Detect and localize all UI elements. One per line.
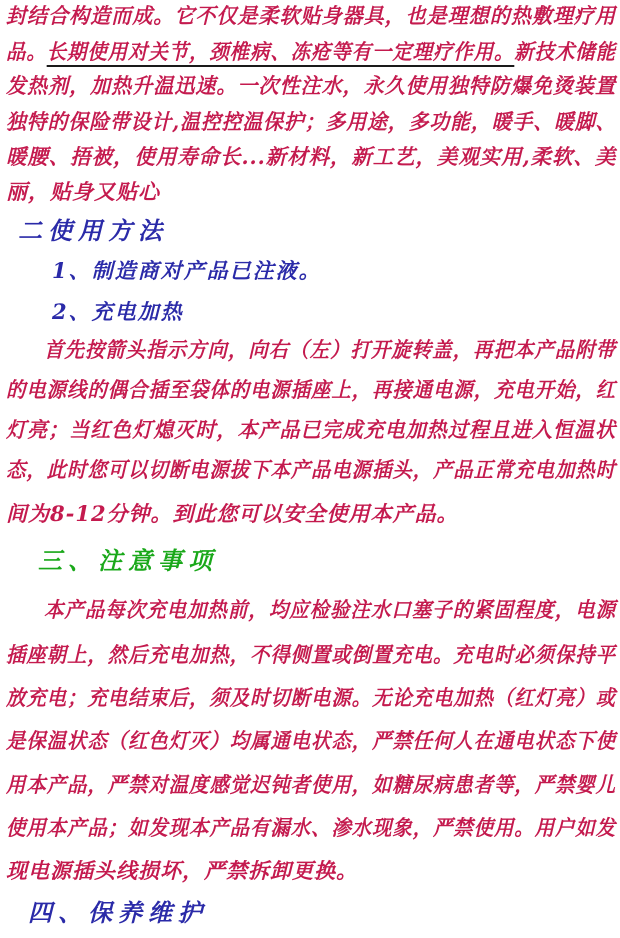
section-3-para-line-4: 是保温状态（红色灯灭）均属通电状态，严禁任何人在通电状态下使 xyxy=(6,728,616,753)
intro-line-2 xyxy=(6,38,616,66)
section-3-heading: 三、注意事项 xyxy=(38,546,218,575)
section-2-para-line-5: 间为8-12分钟。到此您可以安全使用本产品。 xyxy=(6,501,459,526)
intro-line-2-post: 新技术储能 xyxy=(514,39,616,64)
section-2-para-line-3: 灯亮；当红色灯熄灭时，本产品已完成充电加热过程且进入恒温状 xyxy=(6,417,616,442)
intro-line-4: 独特的保险带设计,温控控温保护；多用途，多功能，暖手、暖脚、 xyxy=(6,109,617,134)
section-3-para-line-5: 用本产品，严禁对温度感觉迟钝者使用，如糖尿病患者等，严禁婴儿 xyxy=(6,772,616,797)
intro-line-5: 暖腰、捂被，使用寿命长...新材料，新工艺，美观实用,柔软、美 xyxy=(6,144,617,169)
section-2-para-line-2: 的电源线的偶合插至袋体的电源插座上，再接通电源，充电开始，红 xyxy=(6,377,616,402)
section-3-para-line-7: 现电源插头线损坏，严禁拆卸更换。 xyxy=(6,858,358,883)
intro-line-6: 丽，贴身又贴心 xyxy=(6,179,160,204)
intro-line-3: 发热剂，加热升温迅速。一次性注水，永久使用独特防爆免烫装置 xyxy=(6,73,616,98)
section-4-heading: 四、保养维护 xyxy=(28,898,208,927)
section-2-heading: 二使用方法 xyxy=(18,216,168,245)
section-2-item-2: 2、充电加热 xyxy=(52,299,184,324)
section-2-para-line-1: 首先按箭头指示方向，向右（左）打开旋转盖，再把本产品附带 xyxy=(44,337,617,362)
section-2-para-line-4: 态，此时您可以切断电源拔下本产品电源插头，产品正常充电加热时 xyxy=(6,457,616,482)
section-3-para-line-6: 使用本产品；如发现本产品有漏水、渗水现象，严禁使用。用户如发 xyxy=(6,815,616,840)
section-2-item-1: 1、制造商对产品已注液。 xyxy=(52,258,322,283)
section-3-para-line-3: 放充电；充电结束后，须及时切断电源。无论充电加热（红灯亮）或 xyxy=(6,685,616,710)
section-3-para-line-2: 插座朝上，然后充电加热，不得侧置或倒置充电。充电时必须保持平 xyxy=(6,642,616,667)
underlined-phrase: 长期使用对关节，颈椎病、冻疮等有一定理疗作用。 xyxy=(47,39,515,67)
section-3-para-line-1: 本产品每次充电加热前，均应检验注水口塞子的紧固程度，电源 xyxy=(44,597,617,622)
intro-line-2-pre: 品。 xyxy=(6,39,47,64)
intro-line-1: 封结合构造而成。它不仅是柔软贴身器具，也是理想的热敷理疗用 xyxy=(6,3,616,28)
